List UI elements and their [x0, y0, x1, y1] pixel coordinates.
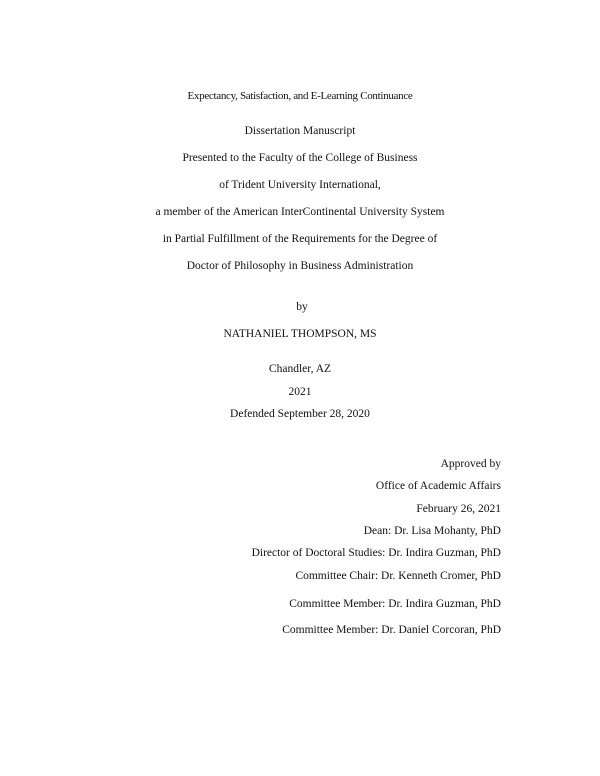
committee-member-line: Committee Member: Dr. Indira Guzman, PhD — [289, 598, 501, 610]
committee-member-line-2: Committee Member: Dr. Daniel Corcoran, PhD — [282, 624, 501, 636]
university-system: a member of the American InterContinental University System — [155, 206, 445, 218]
presented-to: Presented to the Faculty of the College of Business — [182, 152, 418, 164]
director-line: Director of Doctoral Studies: Dr. Indira Guzman, PhD — [251, 547, 501, 559]
degree-line: Doctor of Philosophy in Business Administration — [186, 260, 414, 272]
location-year: 2021 — [288, 386, 312, 398]
by-line: by — [296, 301, 308, 313]
approval-date: February 26, 2021 — [416, 503, 501, 515]
committee-chair-line: Committee Chair: Dr. Kenneth Cromer, PhD — [295, 570, 501, 582]
author-name: NATHANIEL THOMPSON, MS — [223, 328, 377, 340]
fulfillment-line: in Partial Fulfillment of the Requirements for the Degree of — [162, 233, 438, 245]
defended-date: Defended September 28, 2020 — [230, 408, 370, 420]
dean-line: Dean: Dr. Lisa Mohanty, PhD — [363, 525, 501, 537]
dissertation-title: Expectancy, Satisfaction, and E-Learning Continuance — [187, 90, 413, 102]
approved-by: Approved by — [440, 458, 501, 470]
location-city: Chandler, AZ — [268, 363, 332, 375]
manuscript-type: Dissertation Manuscript — [244, 125, 356, 137]
university-line: of Trident University International, — [219, 179, 381, 191]
approval-office: Office of Academic Affairs — [375, 480, 501, 492]
